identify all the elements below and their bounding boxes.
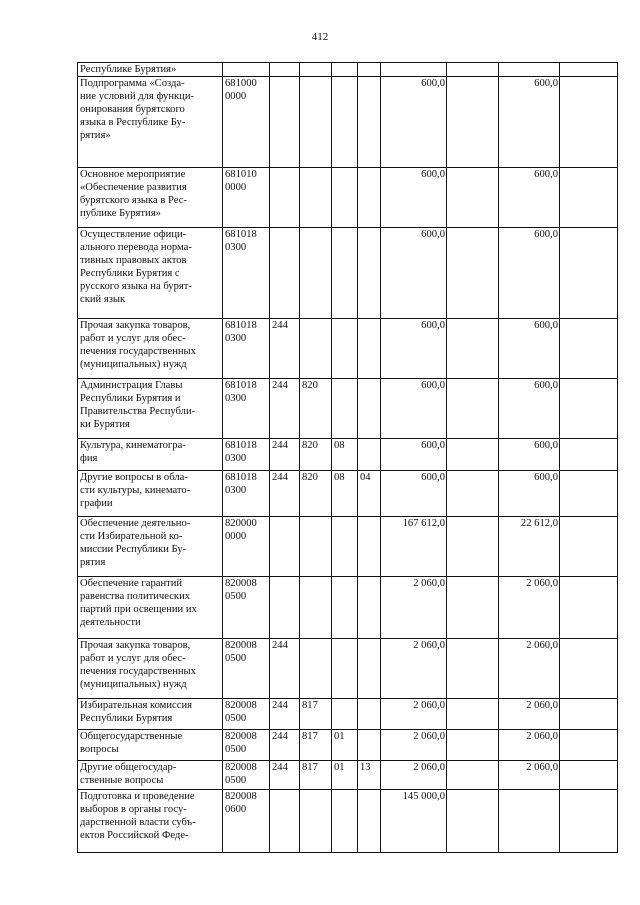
cell-amount-2 — [499, 63, 560, 77]
cell-section: 08 — [332, 471, 358, 517]
cell-amount-1: 2 060,0 — [381, 639, 447, 699]
table-row — [78, 577, 618, 639]
table-row — [78, 790, 618, 853]
cell-empty — [560, 517, 618, 577]
cell-section: 01 — [332, 730, 358, 761]
cell-amount-1: 2 060,0 — [381, 577, 447, 639]
cell-section: 08 — [332, 439, 358, 471]
cell-target-article: 681000 0000 — [223, 77, 270, 168]
cell-subsection: 13 — [358, 761, 381, 790]
cell-amount-2: 2 060,0 — [499, 699, 560, 730]
table-row — [78, 379, 618, 439]
cell-subsection — [358, 790, 381, 853]
cell-expense-type — [270, 77, 300, 168]
cell-target-article: 820000 0000 — [223, 517, 270, 577]
cell-empty — [447, 168, 499, 228]
cell-empty — [560, 471, 618, 517]
cell-amount-1: 2 060,0 — [381, 730, 447, 761]
cell-administrator — [300, 168, 332, 228]
cell-name: Прочая закупка товаров, работ и услуг для обес- печения государственных (муниципальных) нужд — [78, 639, 223, 699]
cell-amount-1: 167 612,0 — [381, 517, 447, 577]
cell-section — [332, 577, 358, 639]
cell-name: Обеспечение гарантий равенства политических партий при освещении их деятельности — [78, 577, 223, 639]
cell-subsection: 04 — [358, 471, 381, 517]
cell-name: Администрация Главы Республики Бурятия и Правительства Республи- ки Бурятия — [78, 379, 223, 439]
cell-expense-type — [270, 168, 300, 228]
cell-amount-2: 2 060,0 — [499, 730, 560, 761]
cell-amount-2 — [499, 790, 560, 853]
cell-target-article: 681018 0300 — [223, 439, 270, 471]
cell-empty — [560, 168, 618, 228]
cell-expense-type: 244 — [270, 379, 300, 439]
table-row — [78, 168, 618, 228]
cell-name: Подготовка и проведение выборов в органы госу- дарственной власти субъ- ектов Российской Феде- — [78, 790, 223, 853]
cell-amount-2: 600,0 — [499, 77, 560, 168]
cell-administrator: 817 — [300, 699, 332, 730]
cell-expense-type: 244 — [270, 699, 300, 730]
cell-name: Осуществление офици- ального перевода норма- тивных правовых актов Республики Бурятия с русского языка на бурят- ский язык — [78, 228, 223, 319]
cell-amount-2: 600,0 — [499, 471, 560, 517]
table-row — [78, 761, 618, 790]
cell-subsection — [358, 439, 381, 471]
table-row — [78, 517, 618, 577]
cell-expense-type: 244 — [270, 761, 300, 790]
cell-empty — [447, 439, 499, 471]
cell-empty — [447, 471, 499, 517]
cell-subsection — [358, 577, 381, 639]
cell-empty — [560, 639, 618, 699]
cell-section — [332, 379, 358, 439]
cell-target-article: 681018 0300 — [223, 471, 270, 517]
cell-administrator — [300, 577, 332, 639]
cell-expense-type — [270, 517, 300, 577]
cell-subsection — [358, 730, 381, 761]
cell-amount-2: 600,0 — [499, 168, 560, 228]
cell-amount-1: 145 000,0 — [381, 790, 447, 853]
cell-empty — [447, 790, 499, 853]
cell-amount-1: 600,0 — [381, 228, 447, 319]
cell-administrator — [300, 228, 332, 319]
cell-amount-2: 22 612,0 — [499, 517, 560, 577]
cell-section — [332, 639, 358, 699]
cell-subsection — [358, 63, 381, 77]
cell-target-article: 681018 0300 — [223, 379, 270, 439]
cell-subsection — [358, 319, 381, 379]
table-row — [78, 699, 618, 730]
cell-empty — [447, 319, 499, 379]
cell-empty — [447, 517, 499, 577]
cell-empty — [447, 577, 499, 639]
cell-section: 01 — [332, 761, 358, 790]
cell-empty — [560, 790, 618, 853]
cell-subsection — [358, 517, 381, 577]
cell-empty — [447, 730, 499, 761]
cell-amount-1: 2 060,0 — [381, 761, 447, 790]
cell-empty — [560, 63, 618, 77]
cell-name: Прочая закупка товаров, работ и услуг для обес- печения государственных (муниципальных) нужд — [78, 319, 223, 379]
cell-amount-2: 2 060,0 — [499, 639, 560, 699]
cell-section — [332, 228, 358, 319]
table-body — [78, 63, 618, 853]
cell-empty — [560, 77, 618, 168]
cell-amount-1: 600,0 — [381, 379, 447, 439]
cell-administrator — [300, 63, 332, 77]
cell-amount-1: 600,0 — [381, 168, 447, 228]
cell-name: Избирательная комиссия Республики Бурятия — [78, 699, 223, 730]
cell-target-article: 820008 0500 — [223, 761, 270, 790]
cell-administrator: 820 — [300, 471, 332, 517]
cell-empty — [447, 639, 499, 699]
cell-amount-1: 600,0 — [381, 77, 447, 168]
cell-expense-type: 244 — [270, 730, 300, 761]
cell-administrator: 820 — [300, 439, 332, 471]
cell-target-article: 820008 0500 — [223, 577, 270, 639]
cell-section — [332, 699, 358, 730]
cell-subsection — [358, 699, 381, 730]
cell-empty — [560, 577, 618, 639]
cell-expense-type — [270, 228, 300, 319]
cell-name: Культура, кинематогра- фия — [78, 439, 223, 471]
cell-section — [332, 63, 358, 77]
cell-empty — [560, 379, 618, 439]
cell-administrator: 820 — [300, 379, 332, 439]
table-row — [78, 77, 618, 168]
table-row — [78, 63, 618, 77]
cell-expense-type: 244 — [270, 319, 300, 379]
cell-amount-1 — [381, 63, 447, 77]
cell-name: Обеспечение деятельно- сти Избирательной ко- миссии Республики Бу- рятия — [78, 517, 223, 577]
cell-empty — [447, 761, 499, 790]
table-row — [78, 319, 618, 379]
cell-expense-type: 244 — [270, 471, 300, 517]
cell-administrator: 817 — [300, 730, 332, 761]
cell-section — [332, 517, 358, 577]
cell-empty — [447, 228, 499, 319]
cell-empty — [560, 439, 618, 471]
cell-amount-1: 600,0 — [381, 439, 447, 471]
cell-empty — [560, 699, 618, 730]
cell-section — [332, 77, 358, 168]
cell-administrator — [300, 790, 332, 853]
cell-subsection — [358, 379, 381, 439]
cell-empty — [560, 761, 618, 790]
cell-administrator — [300, 639, 332, 699]
cell-name: Республике Бурятия» — [78, 63, 223, 77]
cell-amount-1: 600,0 — [381, 471, 447, 517]
cell-empty — [560, 228, 618, 319]
cell-empty — [560, 319, 618, 379]
cell-amount-1: 2 060,0 — [381, 699, 447, 730]
table-row — [78, 228, 618, 319]
cell-target-article: 681010 0000 — [223, 168, 270, 228]
cell-target-article — [223, 63, 270, 77]
cell-expense-type — [270, 63, 300, 77]
cell-administrator — [300, 77, 332, 168]
table-row — [78, 439, 618, 471]
cell-subsection — [358, 639, 381, 699]
cell-expense-type: 244 — [270, 439, 300, 471]
table-row — [78, 639, 618, 699]
budget-table — [77, 62, 618, 853]
cell-expense-type — [270, 790, 300, 853]
cell-target-article: 820008 0600 — [223, 790, 270, 853]
cell-expense-type — [270, 577, 300, 639]
cell-amount-2: 600,0 — [499, 439, 560, 471]
cell-administrator: 817 — [300, 761, 332, 790]
page-number: 412 — [311, 31, 329, 43]
cell-name: Основное мероприятие «Обеспечение развития бурятского языка в Рес- публике Бурятия» — [78, 168, 223, 228]
cell-section — [332, 319, 358, 379]
cell-target-article: 820008 0500 — [223, 699, 270, 730]
cell-amount-2: 2 060,0 — [499, 761, 560, 790]
cell-empty — [447, 77, 499, 168]
cell-target-article: 681018 0300 — [223, 319, 270, 379]
cell-amount-2: 600,0 — [499, 228, 560, 319]
cell-name: Другие общегосудар- ственные вопросы — [78, 761, 223, 790]
cell-subsection — [358, 228, 381, 319]
cell-empty — [560, 730, 618, 761]
cell-name: Общегосударственные вопросы — [78, 730, 223, 761]
cell-amount-2: 600,0 — [499, 319, 560, 379]
table-row — [78, 730, 618, 761]
cell-administrator — [300, 319, 332, 379]
cell-target-article: 820008 0500 — [223, 639, 270, 699]
cell-name: Другие вопросы в обла- сти культуры, кинемато- графии — [78, 471, 223, 517]
cell-administrator — [300, 517, 332, 577]
cell-amount-2: 2 060,0 — [499, 577, 560, 639]
cell-amount-1: 600,0 — [381, 319, 447, 379]
cell-empty — [447, 699, 499, 730]
cell-section — [332, 168, 358, 228]
cell-section — [332, 790, 358, 853]
cell-subsection — [358, 77, 381, 168]
cell-expense-type: 244 — [270, 639, 300, 699]
table-row — [78, 471, 618, 517]
cell-amount-2: 600,0 — [499, 379, 560, 439]
cell-name: Подпрограмма «Созда- ние условий для функци- онирования бурятского языка в Республике Бу- рятия» — [78, 77, 223, 168]
cell-empty — [447, 379, 499, 439]
cell-target-article: 820008 0500 — [223, 730, 270, 761]
cell-target-article: 681018 0300 — [223, 228, 270, 319]
cell-subsection — [358, 168, 381, 228]
cell-empty — [447, 63, 499, 77]
